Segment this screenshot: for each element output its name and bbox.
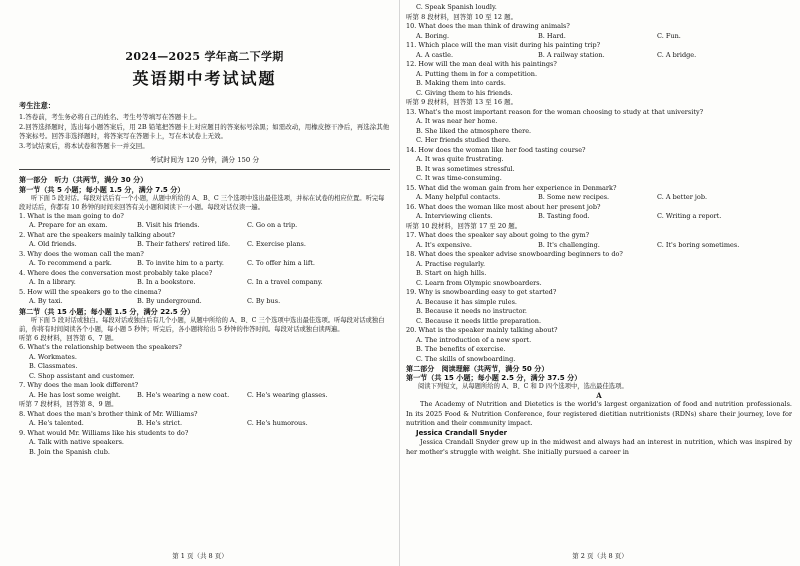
exam-time-line: 考试时间为 120 分钟，满分 150 分 — [149, 156, 260, 165]
option-b: B. Hard. — [538, 31, 566, 40]
question-stem: 7. Why does the man look different? — [19, 381, 139, 390]
option-b: B. Start on high hills. — [416, 269, 487, 277]
person-name-heading: Jessica Crandall Snyder — [416, 428, 508, 437]
question-options — [406, 241, 792, 251]
question-options — [19, 240, 390, 250]
option-c: C. A bridge. — [657, 50, 697, 59]
page-footer: 第 1 页（共 8 页） — [172, 552, 228, 560]
option-b: B. Some new recipes. — [538, 193, 610, 201]
option-b: B. He's strict. — [137, 419, 183, 428]
option-b: B. Making them into cards. — [416, 79, 506, 87]
question-options — [406, 212, 792, 222]
option-b: B. To invite him to a party. — [137, 259, 224, 268]
text-note: 听第 7 段材料，回答第 8、9 题。 — [19, 400, 118, 409]
question-options — [19, 278, 390, 288]
notice-heading: 考生注意： — [19, 101, 55, 110]
section1-instructions: 听下面 5 段对话。每段对话后有一个小题，从题中所给的 A、B、C 三个选项中选出最佳选项，并标在试卷的相应位置。听完每段对话后，你都有 10 秒钟的时间来回答有关小题和阅读下一小题。每段对话仅读一遍。 — [19, 194, 385, 211]
question-options — [406, 193, 792, 203]
notice-item: 1.答卷前，考生务必将自己的姓名、考生号等填写在答题卡上。 — [19, 113, 201, 121]
option-c: C. Because it needs little preparation. — [416, 316, 542, 325]
option-c: C. It was time-consuming. — [416, 174, 502, 182]
option-a: A. A castle. — [416, 50, 454, 59]
question-stem: 13. What's the most important reason for the woman choosing to study at that university? — [406, 107, 704, 116]
question-stem: 20. What is the speaker mainly talking about? — [406, 326, 558, 334]
question-stem: 5. How will the speakers go to the cinema? — [19, 287, 162, 296]
passage-body: Jessica Crandall Snyder grew up in the midwest and always had an interest in nutrition, which was inspired by her mother's struggle with weight. She initially pursued a career in — [406, 438, 792, 456]
option-a: A. Talk with native speakers. — [29, 438, 124, 447]
option-c: C. Speak Spanish loudly. — [416, 3, 497, 11]
option-b: B. Their fathers' retired life. — [137, 240, 231, 249]
question-stem: 15. What did the woman gain from her experience in Denmark? — [406, 183, 617, 192]
question-stem: 11. Which place will the man visit during his painting trip? — [406, 41, 601, 49]
part1-heading: 第一部分 听力（共两节，满分 30 分） — [19, 175, 148, 185]
option-a: A. Workmates. — [29, 352, 77, 361]
option-c: C. Giving them to his friends. — [416, 88, 513, 97]
option-b: B. Visit his friends. — [137, 221, 200, 230]
text-note: 听第 8 段材料，回答第 10 至 12 题。 — [406, 12, 518, 21]
option-c: C. Exercise plans. — [247, 240, 306, 249]
text-note: 听第 10 段材料，回答第 17 至 20 题。 — [406, 221, 522, 230]
section2-heading: 第二节（共 15 小题；每小题 1.5 分，满分 22.5 分） — [19, 306, 195, 316]
option-b: B. It's challenging. — [538, 240, 600, 249]
reading-section1-heading: 第一节（共 15 小题；每小题 2.5 分，满分 37.5 分） — [406, 373, 582, 383]
option-c: C. Shop assistant and customer. — [29, 371, 135, 380]
option-c: C. It's boring sometimes. — [657, 240, 740, 249]
question-stem: 9. What would Mr. Williams like his students to do? — [19, 428, 189, 437]
option-c: C. He's humorous. — [247, 419, 308, 428]
option-a: A. Practise regularly. — [416, 259, 486, 268]
option-c: C. Her friends studied there. — [416, 136, 511, 144]
option-b: B. Because it needs no instructor. — [416, 307, 527, 315]
option-a: A. Old friends. — [29, 240, 77, 249]
question-stem: 1. What is the man going to do? — [19, 211, 124, 220]
option-a: A. By taxi. — [29, 297, 63, 306]
option-a: A. To recommend a park. — [29, 259, 112, 268]
option-b: B. By underground. — [137, 297, 202, 306]
option-a: A. He has lost some weight. — [29, 390, 121, 399]
option-a: A. Interviewing clients. — [416, 212, 493, 220]
option-b: B. Tasting food. — [538, 212, 590, 220]
option-b: B. Join the Spanish club. — [29, 447, 110, 456]
question-stem: 4. Where does the conversation most probably take place? — [19, 268, 213, 277]
option-a: A. In a library. — [29, 278, 76, 287]
section2-instructions: 听下面 5 段对话或独白。每段对话或独白后有几个小题，从题中所给的 A、B、C 三个选项中选出最佳选项。听每段对话或独白前，你将有时间阅读各个小题，每小题 5 秒钟；听完后，各小题将给出 5 秒钟的作答时间。每段对话或独白读两遍。 — [19, 316, 385, 333]
option-a: A. Putting them in for a competition. — [416, 69, 538, 78]
text-note: 听第 6 段材料，回答第 6、7 题。 — [19, 333, 118, 342]
option-a: A. It's expensive. — [416, 240, 472, 249]
notice-item: 3.考试结束后，将本试卷和答题卡一并交回。 — [19, 141, 149, 150]
divider-line — [19, 169, 390, 170]
section1-heading: 第一节（共 5 小题；每小题 1.5 分，满分 7.5 分） — [19, 184, 185, 194]
page-2 — [400, 0, 800, 566]
option-a: A. The introduction of a new sport. — [416, 335, 532, 344]
exam-term-title: 2024—2025 学年高二下学期 — [125, 50, 284, 63]
passage-intro: The Academy of Nutrition and Dietetics is the world's largest organization of food and nutrition professionals. In its 2025 Food & Nutrition Conference, four registered dietitian nutritionists (RDNs) share their journey, love for nutrition and their community impact. — [406, 400, 792, 428]
question-options — [19, 221, 390, 231]
question-stem: 3. Why does the woman call the man? — [19, 249, 144, 258]
question-options — [19, 419, 390, 429]
question-options — [406, 51, 792, 61]
option-b: B. In a bookstore. — [137, 278, 196, 287]
option-a: A. He's talented. — [29, 419, 84, 428]
exam-title: 英语期中考试试题 — [132, 69, 277, 88]
option-a: A. It was quite frustrating. — [416, 155, 504, 163]
notice-item: 2.回答选择题时，选出每小题答案后，用 2B 铅笔把答题卡上对应题目的答案标号涂黑；如需改动，用橡皮擦干净后，再选涂其他答案标号。回答非选择题时，将答案写在答题卡上，写在本试卷上无效。 — [19, 122, 390, 141]
option-b: B. She liked the atmosphere there. — [416, 126, 532, 135]
option-c: C. To offer him a lift. — [247, 259, 315, 268]
question-stem: 14. How does the woman like her food tasting course? — [406, 145, 586, 154]
option-c: C. He's wearing glasses. — [247, 390, 328, 399]
option-c: C. A better job. — [657, 193, 708, 201]
question-stem: 6. What's the relationship between the speakers? — [19, 343, 182, 352]
option-c: C. Go on a trip. — [247, 221, 298, 230]
option-b: B. He's wearing a new coat. — [137, 390, 230, 399]
option-b: B. The benefits of exercise. — [416, 345, 506, 353]
reading-instructions: 阅读下列短文，从每题所给的 A、B、C 和 D 四个选项中，选出最佳选项。 — [418, 383, 628, 391]
part2-heading: 第二部分 阅读理解（共两节，满分 50 分） — [406, 364, 549, 373]
option-a: A. Many helpful contacts. — [416, 193, 501, 201]
question-options — [406, 32, 792, 42]
option-b: B. Classmates. — [29, 362, 78, 371]
question-stem: 10. What does the man think of drawing animals? — [406, 22, 570, 30]
page-footer: 第 2 页（共 8 页） — [572, 552, 628, 560]
option-a: A. Prepare for an exam. — [29, 221, 108, 230]
option-b: B. A railway station. — [538, 50, 605, 59]
question-options — [19, 297, 390, 307]
question-stem: 2. What are the speakers mainly talking about? — [19, 230, 176, 239]
option-c: C. Learn from Olympic snowboarders. — [416, 278, 542, 287]
option-c: C. By bus. — [247, 297, 281, 306]
text-note: 听第 9 段材料，回答第 13 至 16 题。 — [406, 98, 518, 106]
question-stem: 8. What does the man's brother think of Mr. Williams? — [19, 409, 198, 418]
question-stem: 17. What does the speaker say about going to the gym? — [406, 231, 590, 239]
option-c: C. In a travel company. — [247, 278, 323, 287]
option-c: C. Writing a report. — [657, 212, 722, 220]
option-b: B. It was sometimes stressful. — [416, 164, 515, 173]
question-options — [19, 259, 390, 269]
question-stem: 19. Why is snowboarding easy to get started? — [406, 288, 557, 296]
question-stem: 12. How will the man deal with his paintings? — [406, 60, 557, 68]
option-c: C. Fun. — [657, 31, 681, 40]
passage-letter: A — [596, 391, 602, 401]
option-c: C. The skills of snowboarding. — [416, 354, 516, 363]
question-stem: 16. What does the woman like most about her present job? — [406, 202, 601, 211]
question-stem: 18. What does the speaker advise snowboarding beginners to do? — [406, 250, 623, 258]
option-a: A. It was near her home. — [416, 117, 498, 125]
option-a: A. Boring. — [416, 31, 450, 40]
option-a: A. Because it has simple rules. — [416, 297, 517, 306]
